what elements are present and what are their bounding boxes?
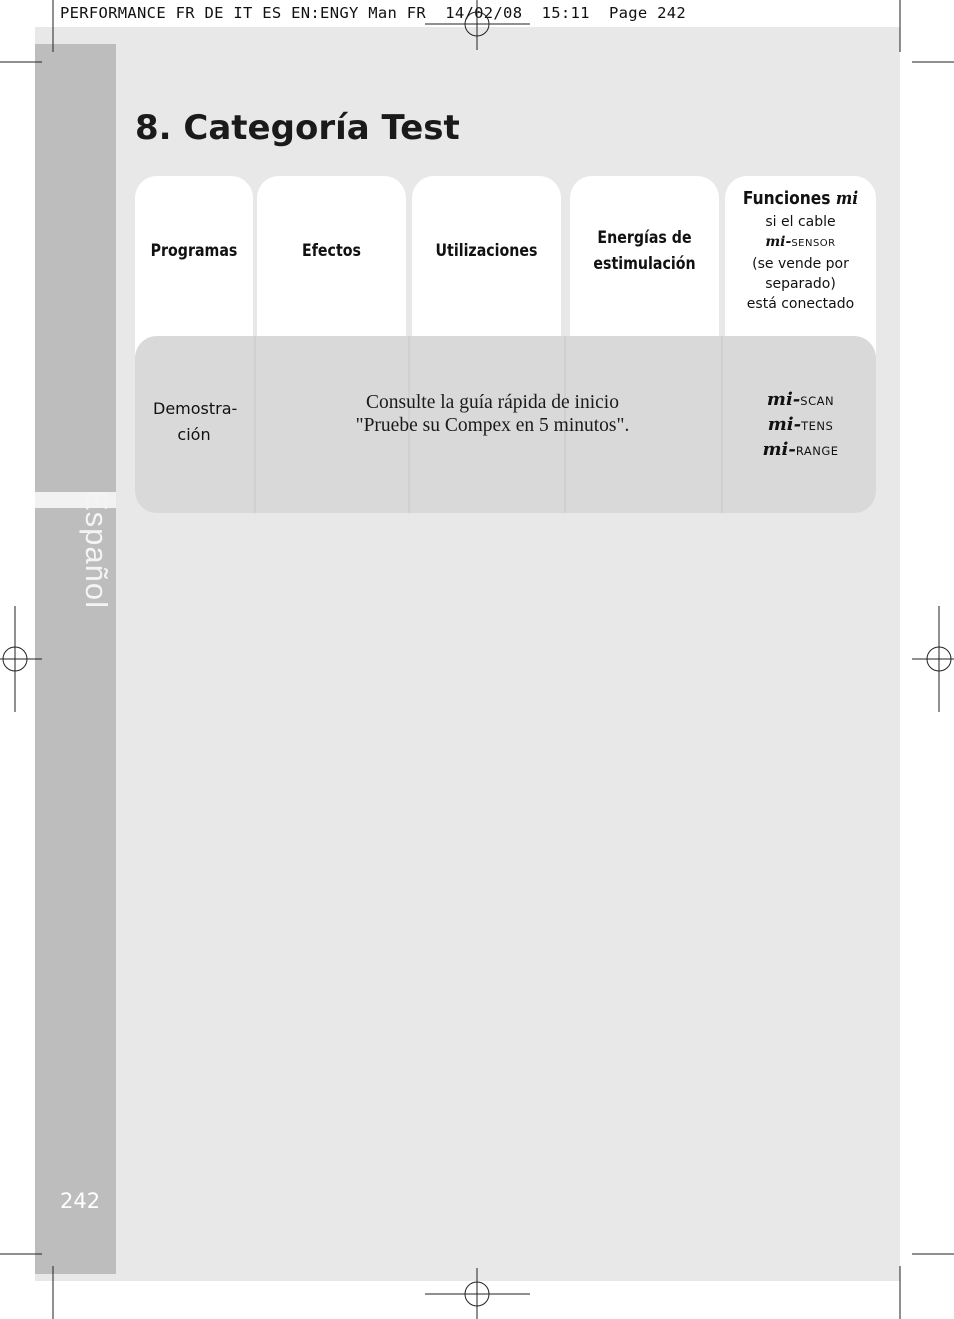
header-energias: Energías de estimulación xyxy=(593,228,696,273)
mi-prefix: mi- xyxy=(762,439,796,460)
funciones-line1: si el cable xyxy=(765,214,836,230)
header-utilizaciones: Utilizaciones xyxy=(435,241,538,260)
page-number: 242 xyxy=(60,1189,101,1213)
mi-logo-icon: mi xyxy=(835,188,859,209)
print-slug: PERFORMANCE FR DE IT ES EN:ENGY Man FR 14/02/08 15:11 Page 242 xyxy=(60,4,687,22)
program-name: Demostra-ción xyxy=(153,399,238,444)
funciones-line2: (se vende por separado) xyxy=(752,256,849,292)
mi-prefix: mi- xyxy=(767,414,802,435)
page-title: 8. Categoría Test xyxy=(135,108,460,148)
row-note xyxy=(300,391,685,437)
funciones-title: Funciones xyxy=(742,188,831,209)
column-divider xyxy=(254,336,256,513)
mi-prefix: mi- xyxy=(765,234,792,250)
header-programas: Programas xyxy=(150,241,238,260)
funciones-line3: está conectado xyxy=(746,296,855,312)
function-name: TENS xyxy=(801,419,834,433)
sidebar-language-label: Español xyxy=(79,490,114,610)
sensor-label: SENSOR xyxy=(791,238,836,249)
function-item xyxy=(725,438,876,463)
language-sidebar xyxy=(35,44,116,1274)
mi-prefix: mi- xyxy=(766,389,801,410)
function-item xyxy=(725,413,876,438)
column-divider xyxy=(721,336,723,513)
note-line2: "Pruebe su Compex en 5 minutos". xyxy=(355,415,630,436)
funciones-sensor xyxy=(725,232,876,254)
functions-list xyxy=(725,388,876,463)
function-item xyxy=(725,388,876,413)
function-name: RANGE xyxy=(795,444,839,458)
header-funciones xyxy=(725,186,876,314)
header-efectos: Efectos xyxy=(302,241,361,260)
note-line1: Consulte la guía rápida de inicio xyxy=(366,392,619,413)
function-name: SCAN xyxy=(800,394,835,408)
